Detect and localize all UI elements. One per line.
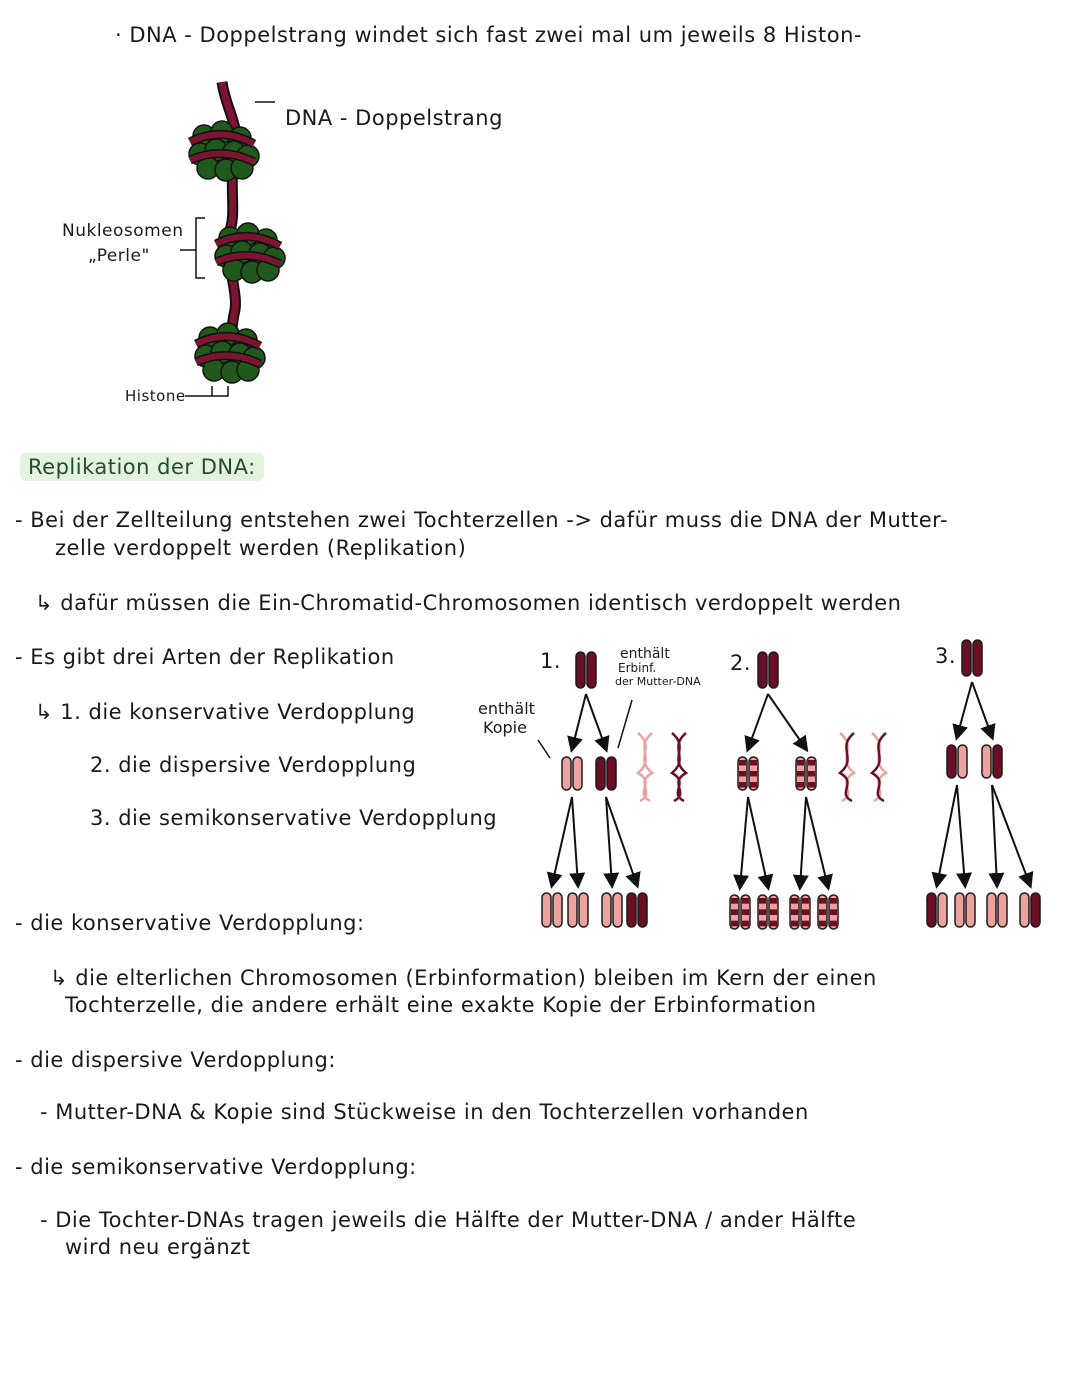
chromosome bbox=[818, 895, 838, 929]
chromosome bbox=[947, 745, 967, 778]
chromatid-band bbox=[819, 898, 826, 904]
chromosome bbox=[987, 893, 1007, 927]
bracket bbox=[180, 218, 205, 278]
chromosome bbox=[927, 893, 947, 927]
chromatid-band bbox=[797, 760, 804, 766]
chromatid-band bbox=[739, 760, 746, 766]
label-dna-doppelstrang: DNA - Doppelstrang bbox=[285, 106, 503, 130]
chromatid bbox=[576, 652, 585, 688]
arrow bbox=[740, 797, 748, 887]
chromatid bbox=[638, 893, 647, 927]
nucleosome bbox=[189, 121, 259, 181]
chromatid-band bbox=[770, 898, 777, 904]
chromatid bbox=[927, 893, 936, 927]
chromatid bbox=[769, 652, 778, 688]
chromatid bbox=[627, 893, 636, 927]
chromatid bbox=[998, 893, 1007, 927]
arrow bbox=[937, 785, 957, 885]
chromosome bbox=[962, 640, 982, 676]
intro-text: · DNA - Doppelstrang windet sich fast zwei mal um jeweils 8 Histon- bbox=[115, 23, 862, 47]
helix-strand bbox=[840, 733, 854, 801]
helix-strand bbox=[638, 733, 652, 801]
text-line: ↳ die elterlichen Chromosomen (Erbinformation) bleiben im Kern der einen bbox=[50, 966, 877, 990]
chromatid bbox=[596, 757, 605, 790]
chromatid-band bbox=[742, 898, 749, 904]
chromatid bbox=[987, 893, 996, 927]
text-line: - Die Tochter-DNAs tragen jeweils die Hälfte der Mutter-DNA / ander Hälfte bbox=[40, 1208, 857, 1232]
arrow bbox=[972, 682, 992, 737]
nucleosome-chain-drawing bbox=[180, 82, 285, 396]
chromatid bbox=[955, 893, 964, 927]
text-line: wird neu ergänzt bbox=[65, 1235, 251, 1259]
chromatid bbox=[982, 745, 991, 778]
text-line: - Mutter-DNA & Kopie sind Stückweise in den Tochterzellen vorhanden bbox=[40, 1100, 809, 1124]
chromatid bbox=[947, 745, 956, 778]
chromatid-band bbox=[830, 921, 837, 927]
section-konservativ-heading: - die konservative Verdopplung: bbox=[15, 911, 365, 935]
pointer-line bbox=[618, 700, 632, 748]
dna-helix bbox=[840, 733, 854, 801]
chromatid-band bbox=[750, 782, 757, 788]
chromatid bbox=[579, 893, 588, 927]
chromosome bbox=[596, 757, 616, 790]
chromosome bbox=[982, 745, 1002, 778]
text-line: ↳ dafür müssen die Ein-Chromatid-Chromosomen identisch verdoppelt werden bbox=[35, 591, 902, 615]
chromatid-band bbox=[830, 909, 837, 915]
annotation-erbinf: enthält bbox=[620, 646, 670, 662]
arrow bbox=[748, 797, 768, 887]
arrow bbox=[806, 797, 828, 887]
chromatid-band bbox=[759, 921, 766, 927]
chromatid-band bbox=[750, 760, 757, 766]
label-histone: Histone bbox=[125, 387, 186, 405]
chromosome bbox=[568, 893, 588, 927]
chromatid bbox=[587, 652, 596, 688]
section-heading-replikation bbox=[20, 454, 264, 480]
chromatid-band bbox=[742, 921, 749, 927]
arrow bbox=[768, 694, 806, 749]
chromatid bbox=[613, 893, 622, 927]
chromosome bbox=[542, 893, 562, 927]
chromatid-band bbox=[802, 921, 809, 927]
chromatid-band bbox=[819, 909, 826, 915]
chromosome bbox=[796, 757, 816, 790]
chromatid-band bbox=[731, 909, 738, 915]
diagram-number-3: 3. bbox=[935, 644, 957, 668]
dna-helix bbox=[872, 733, 886, 801]
arrow bbox=[748, 694, 768, 749]
chromatid-band bbox=[802, 909, 809, 915]
chromosome bbox=[758, 895, 778, 929]
chromatid-band bbox=[791, 921, 798, 927]
arrow bbox=[800, 797, 806, 887]
chromatid-band bbox=[802, 898, 809, 904]
chromatid-band bbox=[739, 782, 746, 788]
chromosome bbox=[627, 893, 647, 927]
diagram-number-2: 2. bbox=[730, 651, 752, 675]
text-line: - Es gibt drei Arten der Replikation bbox=[15, 645, 395, 669]
chromatid-band bbox=[770, 921, 777, 927]
nucleosome bbox=[195, 323, 265, 383]
annotation-erbinf: Erbinf. bbox=[618, 661, 657, 675]
arrow bbox=[586, 694, 606, 749]
chromatid bbox=[542, 893, 551, 927]
chromatid-band bbox=[750, 771, 757, 777]
arrow bbox=[992, 785, 1030, 885]
chromosome bbox=[602, 893, 622, 927]
chromosome bbox=[738, 757, 758, 790]
chromatid-band bbox=[797, 782, 804, 788]
chromatid-band bbox=[791, 909, 798, 915]
type-item: 3. die semikonservative Verdopplung bbox=[90, 806, 498, 830]
annotation-erbinf: der Mutter-DNA bbox=[615, 675, 701, 688]
histone-pointer bbox=[185, 386, 228, 396]
arrow bbox=[552, 797, 572, 885]
label-perle: „Perle" bbox=[88, 246, 150, 266]
chromatid-band bbox=[819, 921, 826, 927]
nucleosome bbox=[215, 223, 285, 283]
chromatid-band bbox=[731, 921, 738, 927]
chromatid-band bbox=[731, 898, 738, 904]
chromatid bbox=[966, 893, 975, 927]
section-dispersiv-heading: - die dispersive Verdopplung: bbox=[15, 1048, 336, 1072]
chromatid-band bbox=[797, 771, 804, 777]
text-line: - Bei der Zellteilung entstehen zwei Tochterzellen -> dafür muss die DNA der Mutter- bbox=[15, 508, 949, 532]
chromatid bbox=[553, 893, 562, 927]
chromatid bbox=[573, 757, 582, 790]
pointer-line bbox=[538, 740, 550, 758]
chromatid-band bbox=[739, 771, 746, 777]
chromosome bbox=[1020, 893, 1040, 927]
chromatid-band bbox=[742, 909, 749, 915]
arrow bbox=[572, 797, 578, 885]
heading-text: Replikation der DNA: bbox=[20, 453, 264, 481]
chromosome bbox=[576, 652, 596, 688]
type-item: 2. die dispersive Verdopplung bbox=[90, 753, 417, 777]
chromosome bbox=[955, 893, 975, 927]
label-nukleosomen: Nukleosomen bbox=[62, 221, 184, 241]
arrow bbox=[992, 785, 997, 885]
chromatid-band bbox=[830, 898, 837, 904]
helix-strand bbox=[872, 733, 886, 801]
chromatid bbox=[958, 745, 967, 778]
chromatid bbox=[607, 757, 616, 790]
helix-strand bbox=[672, 733, 686, 801]
arrow bbox=[572, 694, 586, 749]
chromatid-band bbox=[808, 760, 815, 766]
chromatid bbox=[1020, 893, 1029, 927]
chromatid bbox=[938, 893, 947, 927]
type-item: ↳ 1. die konservative Verdopplung bbox=[35, 700, 416, 724]
chromosome bbox=[730, 895, 750, 929]
annotation-kopie: enthält bbox=[478, 699, 535, 718]
chromatid bbox=[602, 893, 611, 927]
dna-helix bbox=[638, 733, 652, 801]
chromatid bbox=[562, 757, 571, 790]
chromatid-band bbox=[791, 898, 798, 904]
chromosome bbox=[790, 895, 810, 929]
annotation-kopie: Kopie bbox=[483, 718, 527, 737]
chromatid-band bbox=[770, 909, 777, 915]
text-line: zelle verdoppelt werden (Replikation) bbox=[55, 536, 467, 560]
chromatid bbox=[993, 745, 1002, 778]
diagram-number-1: 1. bbox=[540, 649, 562, 673]
text-line: Tochterzelle, die andere erhält eine exakte Kopie der Erbinformation bbox=[65, 993, 817, 1017]
chromatid-band bbox=[759, 898, 766, 904]
dna-helix bbox=[672, 733, 686, 801]
chromatid bbox=[973, 640, 982, 676]
arrow bbox=[957, 682, 972, 737]
chromatid-band bbox=[808, 771, 815, 777]
arrow bbox=[957, 785, 965, 885]
chromatid bbox=[568, 893, 577, 927]
chromosome bbox=[562, 757, 582, 790]
section-semikonservativ-heading: - die semikonservative Verdopplung: bbox=[15, 1155, 417, 1179]
chromatid-band bbox=[759, 909, 766, 915]
chromatid bbox=[758, 652, 767, 688]
chromosome bbox=[758, 652, 778, 688]
chromatid-band bbox=[808, 782, 815, 788]
chromatid bbox=[1031, 893, 1040, 927]
chromatid bbox=[962, 640, 971, 676]
replication-diagram bbox=[538, 640, 1040, 929]
